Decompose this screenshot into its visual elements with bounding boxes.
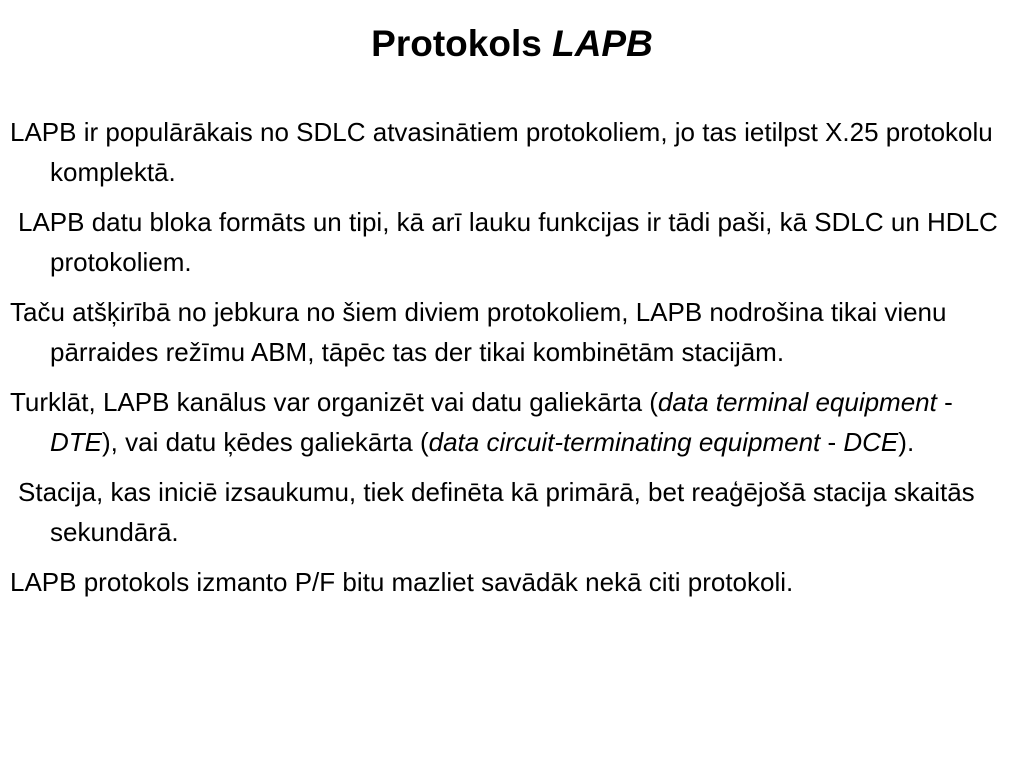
paragraph-5: Stacija, kas iniciē izsaukumu, tiek definēta kā primārā, bet reaģējošā stacija skaitās sekundārā. [18,477,975,547]
paragraph-4-italic1: data terminal equipment [657,387,937,417]
paragraph-6: LAPB protokols izmanto P/F bitu mazliet savādāk nekā citi protokoli. [10,567,794,597]
paragraph-3: Taču atšķirībā no jebkura no šiem diviem protokoliem, LAPB nodrošina tikai vienu pārraides režīmu ABM, tāpēc tas der tikai kombinētām stacijām. [10,297,947,367]
slide-body [10,112,1015,612]
paragraph-4-sep2: - [820,427,844,457]
paragraph-1: LAPB ir populārākais no SDLC atvasinātiem protokoliem, jo tas ietilpst X.25 protokolu komplektā. [10,117,993,187]
paragraph-4-italic2b: DCE [843,427,899,457]
paragraph-2: LAPB datu bloka formāts un tipi, kā arī lauku funkcijas ir tādi paši, kā SDLC un HDLC protokoliem. [18,207,998,277]
paragraph-4-italic1b: DTE [50,427,102,457]
paragraph-4-italic2: data circuit-terminating equipment [428,427,821,457]
paragraph-4-part3: ). [898,427,915,457]
title-main: Protokols [371,22,542,64]
paragraph-4-sep1: - [936,387,953,417]
paragraph-4 [10,382,1015,462]
slide-title [0,22,1024,64]
paragraph-4-part2: ), vai datu ķēdes galiekārta ( [102,427,429,457]
title-italic: LAPB [552,22,653,64]
paragraph-4-part1: Turklāt, LAPB kanālus var organizēt vai datu galiekārta ( [10,387,658,417]
